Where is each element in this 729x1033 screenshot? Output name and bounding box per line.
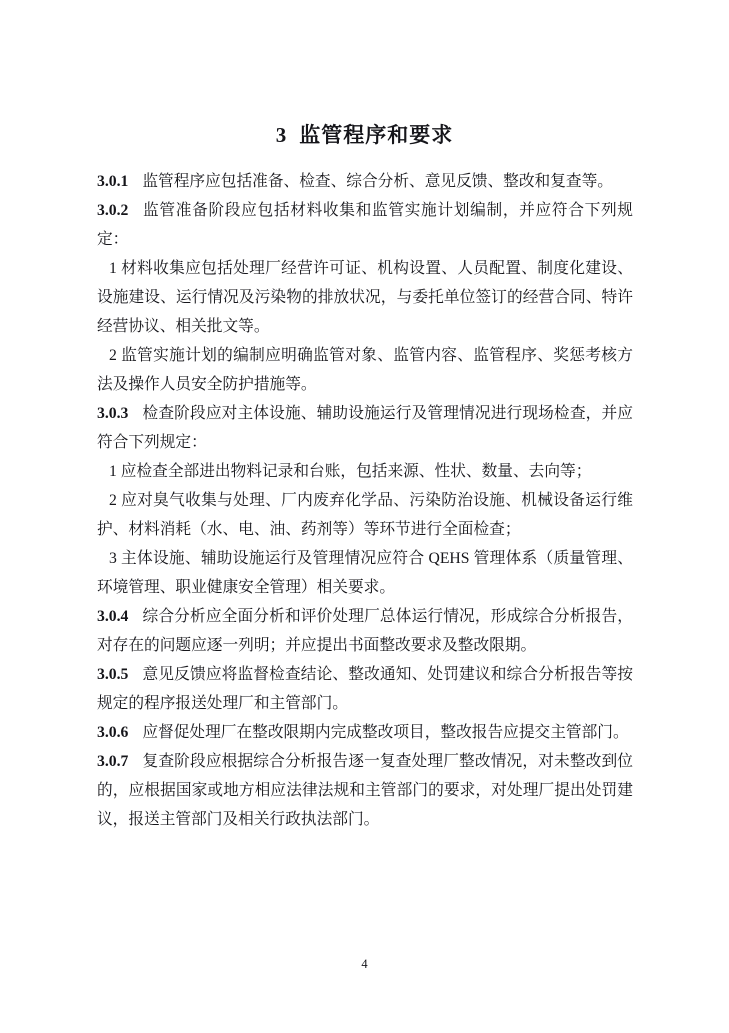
- clause-text: 综合分析应全面分析和评价处理厂总体运行情况，形成综合分析报告，对存在的问题应逐一列明；并应提出书面整改要求及整改限期。: [97, 608, 633, 654]
- clause-text: 监管程序应包括准备、检查、综合分析、意见反馈、整改和复查等。: [142, 173, 613, 190]
- sub-item-paragraph: [97, 254, 633, 341]
- sub-item-text: 1 材料收集应包括处理厂经营许可证、机构设置、人员配置、制度化建设、设施建设、运行情况及污染物的排放状况，与委托单位签订的经营合同、特许经营协议、相关批文等。: [97, 260, 633, 335]
- sub-item-text: 1 应检查全部进出物料记录和台账，包括来源、性状、数量、去向等；: [109, 463, 592, 480]
- page-number: 4: [361, 957, 368, 971]
- clause-text: 检查阶段应对主体设施、辅助设施运行及管理情况进行现场检查，并应符合下列规定：: [97, 405, 633, 451]
- clause-number: 3.0.7: [97, 753, 129, 770]
- clause-paragraph-3-0-1: [97, 167, 633, 196]
- clause-text: 复查阶段应根据综合分析报告逐一复查处理厂整改情况，对未整改到位的，应根据国家或地方相应法律法规和主管部门的要求，对处理厂提出处罚建议，报送主管部门及相关行政执法部门。: [97, 753, 633, 828]
- clause-text: 应督促处理厂在整改限期内完成整改项目，整改报告应提交主管部门。: [142, 724, 629, 741]
- clause-paragraph-3-0-3: [97, 399, 633, 457]
- document-body: [97, 167, 633, 834]
- clause-paragraph-3-0-2: [97, 196, 633, 254]
- section-title-text: 监管程序和要求: [299, 123, 454, 148]
- clause-number: 3.0.3: [97, 405, 129, 422]
- clause-number: 3.0.5: [97, 666, 129, 683]
- clause-text: 监管准备阶段应包括材料收集和监管实施计划编制，并应符合下列规定：: [97, 202, 633, 248]
- clause-number: 3.0.4: [97, 608, 129, 625]
- clause-paragraph-3-0-5: [97, 660, 633, 718]
- section-number: 3: [275, 123, 287, 148]
- section-title: [0, 120, 729, 150]
- sub-item-text: 3 主体设施、辅助设施运行及管理情况应符合 QEHS 管理体系（质量管理、环境管理、职业健康安全管理）相关要求。: [97, 550, 633, 596]
- clause-paragraph-3-0-4: [97, 602, 633, 660]
- clause-number: 3.0.6: [97, 724, 129, 741]
- sub-item-paragraph: [97, 486, 633, 544]
- sub-item-text: 2 应对臭气收集与处理、厂内废弃化学品、污染防治设施、机械设备运行维护、材料消耗（水、电、油、药剂等）等环节进行全面检查；: [97, 492, 633, 538]
- sub-item-paragraph: [97, 341, 633, 399]
- sub-item-text: 2 监管实施计划的编制应明确监管对象、监管内容、监管程序、奖惩考核方法及操作人员安全防护措施等。: [97, 347, 633, 393]
- sub-item-paragraph: [97, 457, 633, 486]
- clause-paragraph-3-0-6: [97, 718, 633, 747]
- clause-number: 3.0.1: [97, 173, 129, 190]
- sub-item-paragraph: [97, 544, 633, 602]
- clause-text: 意见反馈应将监督检查结论、整改通知、处罚建议和综合分析报告等按规定的程序报送处理厂和主管部门。: [97, 666, 633, 712]
- clause-number: 3.0.2: [97, 202, 129, 219]
- clause-paragraph-3-0-7: [97, 747, 633, 834]
